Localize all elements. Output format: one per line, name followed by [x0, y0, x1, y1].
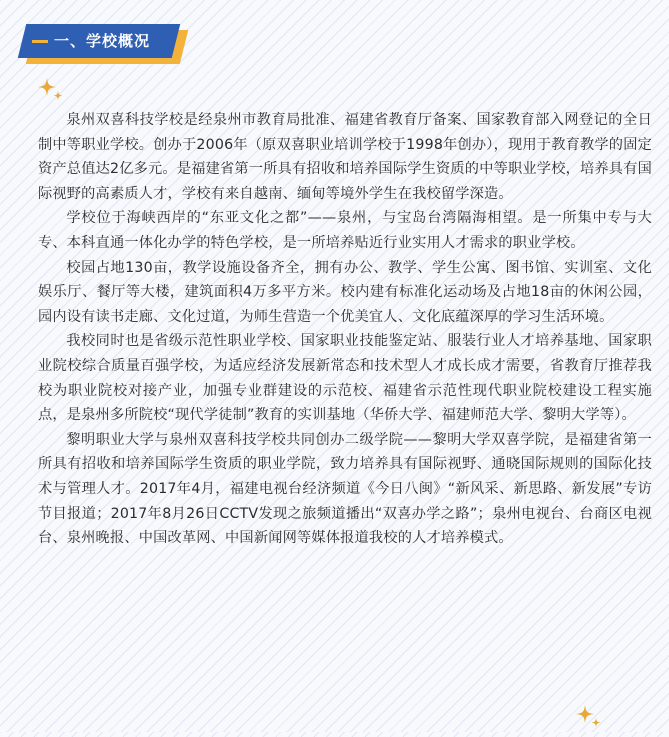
sparkle-icon	[36, 76, 66, 106]
paragraph-location: 学校位于海峡西岸的“东亚文化之都”——泉州，与宝岛台湾隔海相望。是一所集中专与大专、本科直通一体化办学的特色学校，是一所培养贴近行业实用人才需求的职业学校。	[38, 210, 652, 251]
sparkle-icon	[574, 703, 604, 733]
paragraph-campus: 校园占地130亩，教学设施设备齐全，拥有办公、教学、学生公寓、图书馆、实训室、文化娱乐厅、餐厅等大楼，建筑面积4万多平方米。校内建有标准化运动场及占地18亩的休闲公园，园内设有读书走廊、文化过道，为师生营造一个优美宜人、文化底蕴深厚的学习生活环境。	[38, 259, 652, 325]
section-title: 一、学校概况	[54, 32, 151, 50]
header-dash	[32, 40, 48, 43]
paragraph-intro: 泉州双喜科技学校是经泉州市教育局批准、福建省教育厅备案、国家教育部入网登记的全日制中等职业学校。创办于2006年（原双喜职业培训学校于1998年创办），现用于教育教学的固定资产总值达2亿多元。是福建省第一所具有招收和培养国际学生资质的中等职业学校，培养具有国际视野的高素质人才，学校有来自越南、缅甸等境外学生在我校留学深造。	[38, 112, 652, 202]
paragraph-honors: 我校同时也是省级示范性职业学校、国家职业技能鉴定站、服装行业人才培养基地、国家职业院校综合质量百强学校，为适应经济发展新常态和技术型人才成长成才需要，省教育厅推荐我校为职业院校对接产业，加强专业群建设的示范校、福建省示范性现代职业院校建设工程实施点，是泉州多所院校“现代学徒制”教育的实训基地（华侨大学、福建师范大学、黎明大学等）。	[38, 333, 652, 424]
article-body	[38, 108, 652, 551]
paragraph-college: 黎明职业大学与泉州双喜科技学校共同创办二级学院——黎明大学双喜学院，是福建省第一所具有招收和培养国际学生资质的职业学院，致力培养具有国际视野、通晓国际规则的国际化技术与管理人才。2017年4月，福建电视台经济频道《今日八闽》“新风采、新思路、新发展”专访节目报道；2017年8月26日CCTV发现之旅频道播出“双喜办学之路”；泉州电视台、台商区电视台、泉州晚报、中国改革网、中国新闻网等媒体报道我校的人才培养模式。	[38, 431, 652, 547]
section-header	[22, 24, 186, 64]
